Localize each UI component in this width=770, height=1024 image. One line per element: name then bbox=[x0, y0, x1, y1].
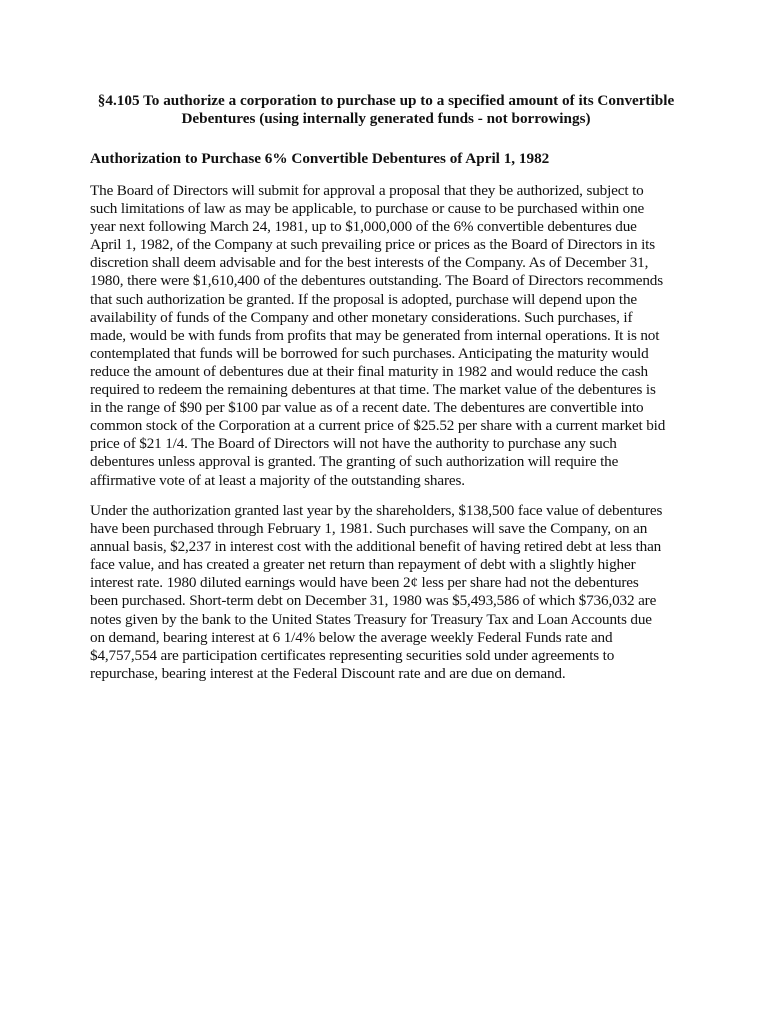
paragraph-line: year next following March 24, 1981, up to $1,000,000 of the 6% convertible debentures due bbox=[90, 218, 637, 236]
paragraph-2 bbox=[90, 502, 690, 683]
paragraph-line: The Board of Directors will submit for approval a proposal that they be authorized, subject to bbox=[90, 182, 644, 199]
section-heading: Authorization to Purchase 6% Convertible Debentures of April 1, 1982 bbox=[90, 150, 550, 167]
paragraph-line: Under the authorization granted last year by the shareholders, $138,500 face value of debentures bbox=[90, 502, 663, 519]
paragraph-line: interest rate. 1980 diluted earnings would have been 2¢ less per share had not the debentures bbox=[90, 574, 639, 592]
paragraph-line: repurchase, bearing interest at the Federal Discount rate and are due on demand. bbox=[90, 664, 566, 682]
paragraph-line: have been purchased through February 1, 1981. Such purchases will save the Company, on an bbox=[90, 520, 648, 538]
paragraph-line: debentures unless approval is granted. The granting of such authorization will require the bbox=[90, 453, 619, 471]
paragraph-1 bbox=[90, 182, 690, 490]
document-title bbox=[80, 92, 692, 128]
paragraph-line: April 1, 1982, of the Company at such prevailing price or prices as the Board of Directors in its bbox=[90, 236, 655, 254]
paragraph-line: reduce the amount of debentures due at their final maturity in 1982 and would reduce the cash bbox=[90, 362, 648, 380]
paragraph-line: made, would be with funds from profits that may be generated from internal operations. It is not bbox=[90, 326, 660, 344]
paragraph-line: affirmative vote of at least a majority of the outstanding shares. bbox=[90, 471, 465, 489]
paragraph-line: such limitations of law as may be applicable, to purchase or cause to be purchased within one bbox=[90, 200, 645, 218]
paragraph-line: on demand, bearing interest at 6 1/4% below the average weekly Federal Funds rate and bbox=[90, 628, 613, 646]
paragraph-line: discretion shall deem advisable and for the best interests of the Company. As of December 31, bbox=[90, 254, 649, 272]
paragraph-line: notes given by the bank to the United States Treasury for Treasury Tax and Loan Accounts due bbox=[90, 610, 652, 628]
paragraph-line: that such authorization be granted. If the proposal is adopted, purchase will depend upon the bbox=[90, 290, 637, 308]
paragraph-line: in the range of $90 per $100 par value as of a recent date. The debentures are convertible into bbox=[90, 399, 644, 417]
paragraph-line: contemplated that funds will be borrowed for such purchases. Anticipating the maturity would bbox=[90, 344, 649, 362]
paragraph-line: availability of funds of the Company and other monetary considerations. Such purchases, if bbox=[90, 308, 633, 326]
title-line: §4.105 To authorize a corporation to purchase up to a specified amount of its Convertible bbox=[97, 92, 675, 109]
paragraph-line: common stock of the Corporation at a current price of $25.52 per share with a current market bid bbox=[90, 417, 666, 435]
title-line: Debentures (using internally generated funds - not borrowings) bbox=[181, 110, 591, 127]
paragraph-line: annual basis, $2,237 in interest cost with the additional benefit of having retired debt at less than bbox=[90, 538, 662, 556]
paragraph-line: price of $21 1/4. The Board of Directors will not have the authority to purchase any such bbox=[90, 435, 617, 453]
paragraph-line: $4,757,554 are participation certificates representing securities sold under agreements to bbox=[90, 646, 615, 664]
paragraph-line: required to redeem the remaining debentures at that time. The market value of the debentures is bbox=[90, 381, 656, 399]
paragraph-line: face value, and has created a greater net return than repayment of debt with a slightly higher bbox=[90, 556, 636, 574]
paragraph-line: been purchased. Short-term debt on December 31, 1980 was $5,493,586 of which $736,032 are bbox=[90, 592, 657, 610]
paragraph-line: 1980, there were $1,610,400 of the debentures outstanding. The Board of Directors recommends bbox=[90, 272, 664, 290]
